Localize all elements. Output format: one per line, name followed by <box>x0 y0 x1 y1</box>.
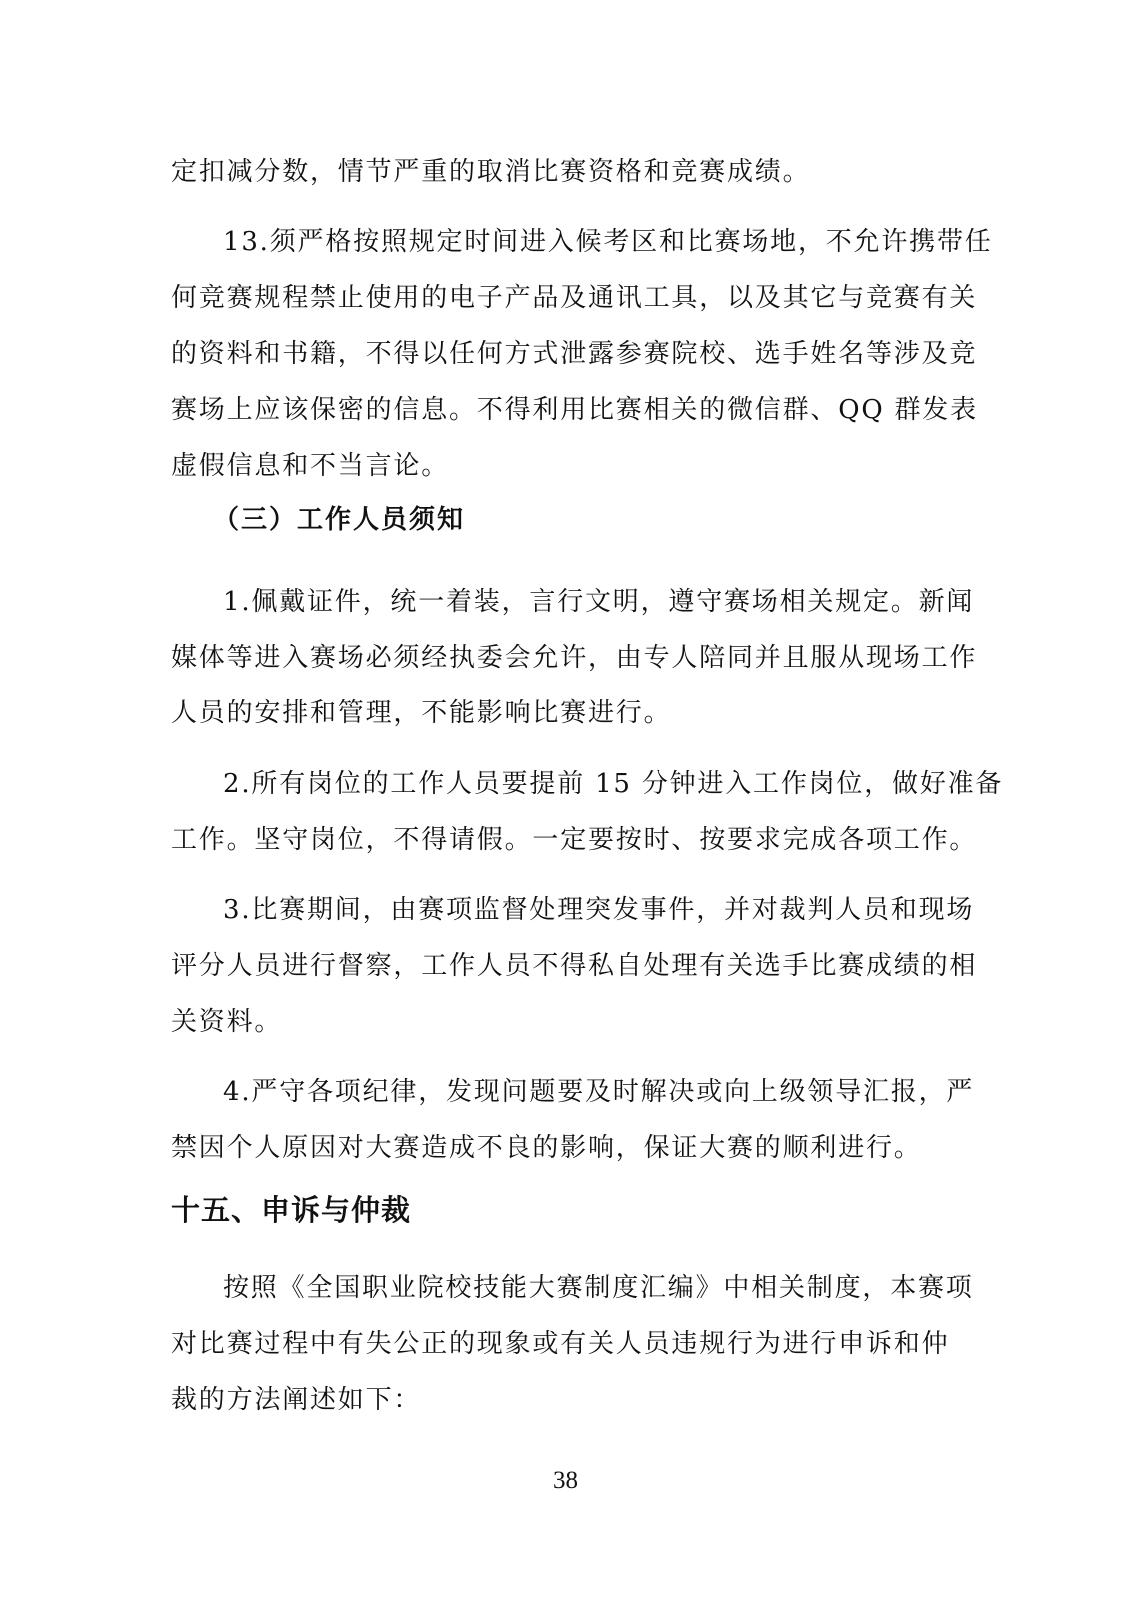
subsection-heading: （三）工作人员须知 <box>213 505 466 535</box>
section-heading: 十五、申诉与仲裁 <box>171 1193 412 1227</box>
paragraph-line: 媒体等进入赛场必须经执委会允许，由专人陪同并且服从现场工作 <box>171 643 978 673</box>
paragraph-line: 13.须严格按照规定时间进入候考区和比赛场地，不允许携带任 <box>223 227 993 257</box>
paragraph-line: 禁因个人原因对大赛造成不良的影响，保证大赛的顺利进行。 <box>171 1133 922 1163</box>
paragraph-line: 人员的安排和管理，不能影响比赛进行。 <box>171 698 672 728</box>
paragraph-line: 2.所有岗位的工作人员要提前 15 分钟进入工作岗位，做好准备 <box>223 769 1004 799</box>
paragraph-line: 赛场上应该保密的信息。不得利用比赛相关的微信群、QQ 群发表 <box>171 395 978 425</box>
paragraph-line: 关资料。 <box>171 1007 283 1037</box>
paragraph-line: 1.佩戴证件，统一着装，言行文明，遵守赛场相关规定。新闻 <box>223 587 975 617</box>
paragraph-line: 工作。坚守岗位，不得请假。一定要按时、按要求完成各项工作。 <box>171 825 978 855</box>
paragraph-line: 虚假信息和不当言论。 <box>171 451 450 481</box>
paragraph-line: 对比赛过程中有失公正的现象或有关人员违规行为进行申诉和仲 <box>171 1329 950 1359</box>
paragraph-line: 3.比赛期间，由赛项监督处理突发事件，并对裁判人员和现场 <box>223 895 975 925</box>
paragraph-line: 4.严守各项纪律，发现问题要及时解决或向上级领导汇报，严 <box>223 1077 975 1107</box>
paragraph-line: 按照《全国职业院校技能大赛制度汇编》中相关制度，本赛项 <box>223 1273 974 1303</box>
paragraph-line: 的资料和书籍，不得以任何方式泄露参赛院校、选手姓名等涉及竞 <box>171 339 978 369</box>
paragraph-line: 定扣减分数，情节严重的取消比赛资格和竞赛成绩。 <box>171 157 811 187</box>
paragraph-line: 裁的方法阐述如下： <box>171 1385 422 1415</box>
paragraph-line: 评分人员进行督察，工作人员不得私自处理有关选手比赛成绩的相 <box>171 951 978 981</box>
paragraph-line: 何竞赛规程禁止使用的电子产品及通讯工具，以及其它与竞赛有关 <box>171 283 978 313</box>
page-number: 38 <box>553 1467 578 1494</box>
